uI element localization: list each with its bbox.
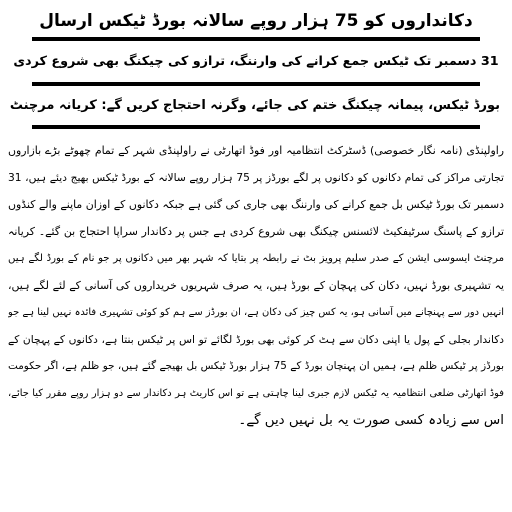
article-line: تجارتی مراکز کی تمام دکانوں کو دکانوں پر لگے بورڈز پر 75 ہزار روپے سالانہ کے بورڈ ٹیکس بھیج دیئے ہیں، 31	[8, 171, 504, 184]
divider-rule	[32, 125, 480, 129]
article-line: ترازو کے پاسنگ سرٹیفکیٹ لائسنس چیکنگ بھی شروع کردی ہے جس پر دکاندار سراپا احتجاج بن گئے۔ کریانہ	[8, 225, 504, 238]
article-body	[8, 137, 504, 434]
article-line: یہ تشہیری بورڈ نہیں، دکان کی پہچان کے بورڈ ہیں، یہ صرف شہریوں خریداروں کی آسانی کے لئے لگے ہیں،	[8, 279, 504, 292]
headline-main: دکانداروں کو 75 ہزار روپے سالانہ بورڈ ٹیکس ارسال	[39, 11, 473, 31]
article-line: بورڈز پر ٹیکس ظلم ہے، ہمیں ان پہنچان بورڈ کے 75 ہزار بورڈ ٹیکس بل بھیجے گئے ہیں، جو ظلم ہے، اگر حکومت	[8, 360, 504, 372]
headline-sub-2: بورڈ ٹیکس، پیمانہ چیکنگ ختم کی جائے، وگرنہ احتجاج کریں گے: کریانہ مرچنٹ	[9, 98, 500, 113]
article-line: دکاندار بجلی کے پول یا اپنی دکان سے ہٹ کر کوئی بھی بورڈ لگائے تو اس پر ٹیکس بنتا ہے، دکانوں کے پہچان کے	[8, 333, 504, 346]
article-line: دسمبر تک بورڈ ٹیکس بل جمع کرانے کی وارننگ بھی جاری کی گئی ہے جبکہ دکانوں کے اوزان ماپنے والے کنڈوں	[8, 198, 504, 211]
article-line: فوڈ اتھارٹی ضلعی انتظامیہ یہ ٹیکس لازم جبری لینا چاہتی ہے تو اس کاریٹ ہر دکاندار سے دو ہزار روپے مقرر کیا جائے،	[8, 388, 504, 399]
article-line: انہیں دور سے پہنچانے میں آسانی ہو، یہ کس چیز کی دکان ہے، ان بورڈز سے ہم کو کوئی تشہیری فائدہ نہیں لینا ہے جو	[8, 307, 504, 318]
article-line: اس سے زیادہ کسی صورت یہ بل نہیں دیں گے۔	[238, 413, 504, 428]
article-line: مرچنٹ ایسوسی ایشن کے صدر سلیم پرویز بٹ نے رابطہ پر بتایا کہ شہر بھر میں دکانوں پر جو نام کے بورڈ لگے ہیں	[8, 253, 504, 264]
headline-sub-1: 31 دسمبر تک ٹیکس جمع کرانے کی وارننگ، ترازو کی چیکنگ بھی شروع کردی	[13, 54, 499, 69]
divider-rule	[32, 82, 480, 86]
article-line: راولپنڈی (نامہ نگار خصوصی) ڈسٹرکٹ انتظامیہ اور فوڈ اتھارٹی نے راولپنڈی شہر کے تمام چھوٹے بڑے بازاروں	[8, 144, 504, 157]
divider-rule	[32, 37, 480, 41]
